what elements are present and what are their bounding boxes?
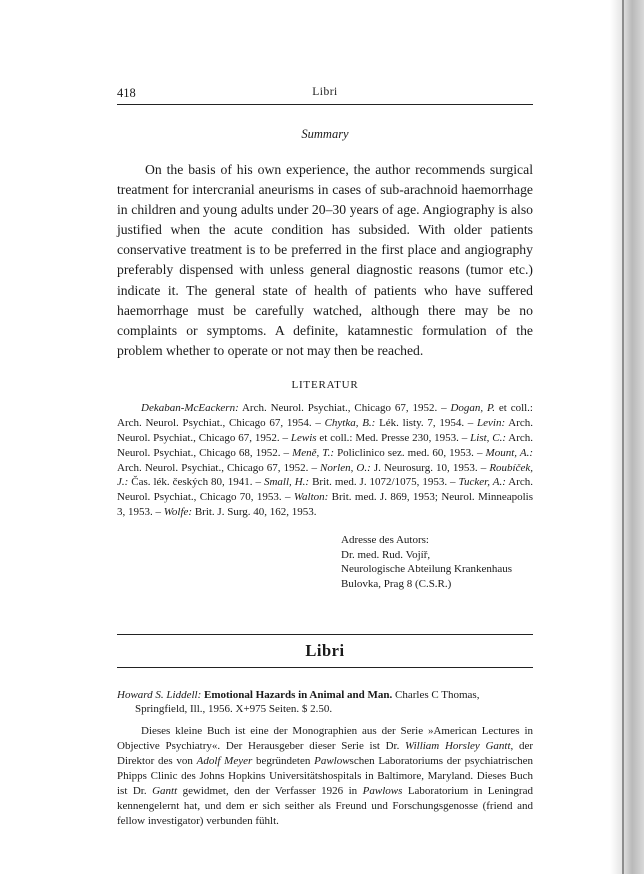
- summary-text: On the basis of his own experience, the author recommends surgical treatment for intercranial aneurisms in cases of sub-arachnoid haemorrhage in children and young adults under 20–30 years of age. Angiography is also justified when the acute condition has subsided. With older patients conservative treatment is to be preferred in the first place and angiography preferably dispensed with unless general diagnostic reasons (tumor etc.) indicate it. The general state of health of patients who have suffered haemorrhage must be carefully watched, although there may be no complaints or symptoms. A definite, katamnestic formulation of the problem whether to operate or not may then be reached.: [117, 162, 533, 358]
- reference-author: Lewis: [290, 431, 317, 444]
- reference-source: Policlinico sez. med. 60, 1953. –: [334, 446, 486, 459]
- author-address: [341, 533, 533, 591]
- reference-author: Roubíček, J.:: [117, 461, 533, 489]
- review-name: Pawlow: [314, 754, 350, 767]
- reference-source: et coll.: Med. Presse 230, 1953. –: [316, 431, 471, 444]
- reference-source: et coll.: Arch. Neurol. Psychiat., Chicago 67, 1954. –: [117, 401, 533, 429]
- reference-author: Levin:: [477, 416, 506, 429]
- reference-author: Dekaban-McEackern:: [141, 401, 239, 414]
- review-text: gewidmet, den der Verfasser 1926 in: [177, 784, 363, 797]
- review-text: schen Laboratoriums der psychiatrischen Phipps Clinic des Johns Hopkins Universitätshospitals in Baltimore, Maryland. Dieses Buch ist Dr.: [117, 754, 533, 797]
- reference-list: [117, 401, 533, 520]
- reference-source: Arch. Neurol. Psychiat., Chicago 67, 1952. –: [238, 401, 451, 414]
- review-author: Howard S. Liddell:: [117, 688, 202, 701]
- address-line: Dr. med. Rud. Vojíř,: [341, 548, 431, 561]
- page-edge-shadow: [610, 0, 644, 874]
- reference-source: Arch. Neurol. Psychiat., Chicago 67, 1952. –: [117, 416, 534, 444]
- reference-author: Walton:: [293, 491, 329, 504]
- review-name: William Horsley Gantt: [405, 740, 511, 753]
- review-body: [117, 724, 533, 828]
- review-text: , der Direktor des von: [117, 740, 533, 767]
- address-line: Bulovka, Prag 8 (C.S.R.): [341, 577, 452, 590]
- section-rule-top: [117, 634, 533, 635]
- reference-source: J. Neurosurg. 10, 1953. –: [370, 461, 490, 474]
- reference-source: Čas. lék. českých 80, 1941. –: [128, 476, 264, 489]
- reference-author: Norlen, O.:: [320, 461, 371, 474]
- reference-author: Chytka, B.:: [324, 416, 376, 429]
- reference-author: Wolfe:: [163, 506, 193, 519]
- page-edge-line: [622, 0, 624, 874]
- section-rule-bottom: [117, 667, 533, 668]
- review-citation: [117, 688, 533, 718]
- header-rule: [117, 104, 533, 105]
- review-book-title: Emotional Hazards in Animal and Man.: [201, 688, 393, 701]
- reference-source: Brit. med. J. 869, 1953; Neurol. Minneapolis 3, 1953. –: [117, 491, 533, 519]
- reference-source: Brit. med. J. 1072/1075, 1953. –: [309, 476, 459, 489]
- reference-author: Meně, T.:: [292, 446, 335, 459]
- running-title: Libri: [312, 86, 338, 98]
- reference-author: Mount, A.:: [485, 446, 534, 459]
- address-line: Adresse des Autors:: [341, 534, 429, 547]
- summary-heading: Summary: [301, 127, 349, 141]
- reference-author: Small, H.:: [263, 476, 310, 489]
- reference-source: Lék. listy. 7, 1954. –: [375, 416, 478, 429]
- reference-author: List, C.:: [470, 431, 507, 444]
- review-publication: Charles C Thomas, Springfield, Ill., 1956. X+975 Seiten. $ 2.50.: [135, 688, 480, 716]
- reference-source: Arch. Neurol. Psychiat., Chicago 67, 1952. –: [117, 461, 321, 474]
- review-text: begründeten: [252, 754, 315, 767]
- section-title: Libri: [305, 640, 345, 660]
- address-line: Neurologische Abteilung Krankenhaus: [341, 563, 513, 576]
- review-name: Adolf Meyer: [196, 754, 253, 767]
- reference-source: Arch. Neurol. Psychiat., Chicago 68, 1952. –: [117, 431, 534, 459]
- literatur-heading: LITERATUR: [291, 378, 359, 391]
- reference-source: Arch. Neurol. Psychiat., Chicago 70, 1953. –: [117, 476, 533, 504]
- review-text: Dieses kleine Buch ist eine der Monographien aus der Serie »American Lectures in Objective Psychiatry«. Der Herausgeber dieser Serie ist Dr.: [117, 725, 533, 753]
- page-number: 418: [117, 86, 136, 100]
- review-name: Gantt: [152, 784, 178, 797]
- page-content: [117, 84, 533, 829]
- reference-author: Dogan, P.: [450, 401, 496, 414]
- running-head: [117, 84, 533, 104]
- reference-author: Tucker, A.:: [458, 476, 506, 489]
- review-name: Pawlows: [362, 784, 403, 797]
- reference-source: Brit. J. Surg. 40, 162, 1953.: [192, 506, 317, 519]
- review-text: Laboratorium in Leningrad kennengelernt hat, und dem er sich seither als Freund und Forschungsgenosse (friend and fellow investigator) verbunden fühlt.: [117, 784, 533, 827]
